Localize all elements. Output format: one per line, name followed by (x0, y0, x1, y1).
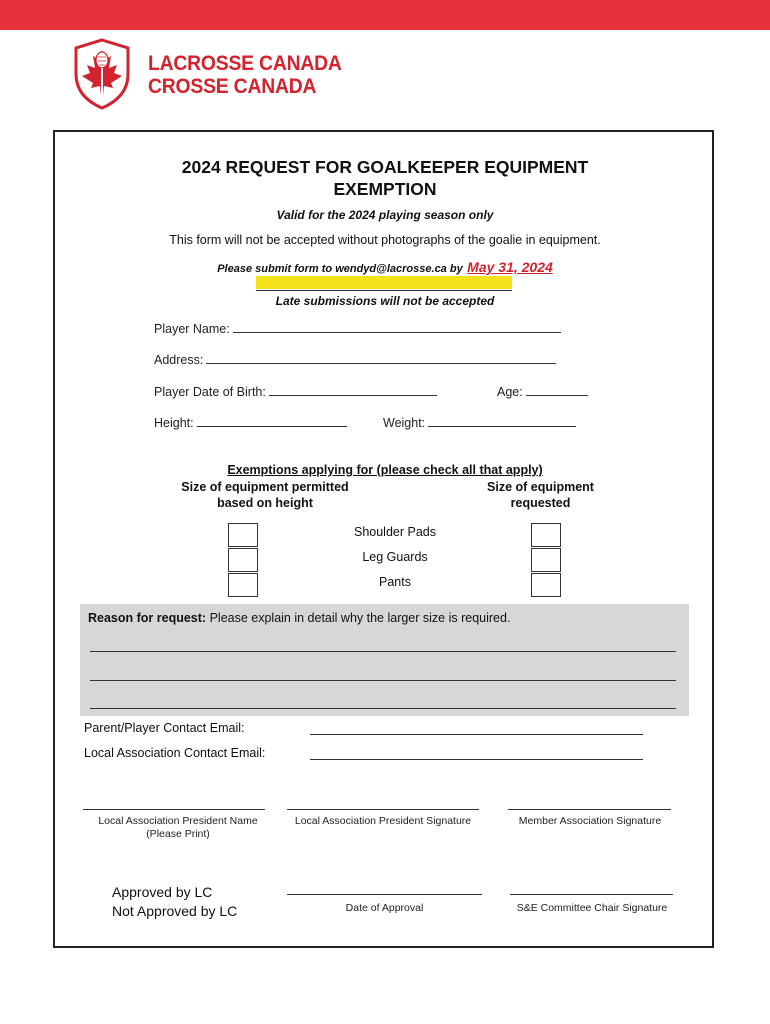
permitted-header-line-1: Size of equipment permitted (181, 480, 349, 494)
late-notice: Late submissions will not be accepted (275, 294, 495, 308)
age-line[interactable] (526, 384, 588, 396)
requested-header-line-2: requested (510, 496, 571, 510)
reason-line-2[interactable] (90, 680, 676, 681)
due-date-highlight (256, 276, 512, 289)
equipment-item-pants: Pants (379, 575, 411, 589)
weight-label: Weight: (383, 416, 426, 430)
permitted-checkbox-shoulder-pads[interactable] (228, 523, 258, 547)
permitted-size-header (150, 479, 380, 511)
player-name-label: Player Name: (154, 322, 230, 336)
weight-line[interactable] (428, 415, 576, 427)
equipment-item-shoulder-pads: Shoulder Pads (353, 525, 436, 539)
parent-email-label: Parent/Player Contact Email: (84, 721, 245, 735)
permitted-header-line-2: based on height (217, 496, 313, 510)
president-signature-line[interactable] (287, 809, 479, 810)
player-name-field[interactable] (154, 321, 561, 336)
president-name-caption (83, 815, 273, 841)
title-line-1: 2024 REQUEST FOR GOALKEEPER EQUIPMENT (181, 157, 589, 177)
form-title (0, 156, 770, 200)
submit-instructions (0, 259, 770, 277)
address-label: Address: (154, 353, 204, 367)
requested-header-line-1: Size of equipment (487, 480, 594, 494)
address-line[interactable] (206, 352, 556, 364)
reason-line-1[interactable] (90, 651, 676, 652)
brand-name (148, 52, 342, 98)
exemptions-heading: Exemptions applying for (please check all that apply) (227, 463, 543, 477)
height-field[interactable] (154, 415, 347, 430)
chair-signature-caption: S&E Committee Chair Signature (516, 902, 668, 914)
not-approved-option[interactable]: Not Approved by LC (112, 903, 238, 919)
requested-checkbox-leg-guards[interactable] (531, 548, 561, 572)
top-bar (0, 0, 770, 30)
height-line[interactable] (197, 415, 347, 427)
age-label: Age: (497, 385, 523, 399)
president-signature-caption: Local Association President Signature (294, 815, 472, 827)
association-email-label: Local Association Contact Email: (84, 746, 266, 760)
maple-leaf-lacrosse-stick-icon (70, 38, 134, 110)
permitted-checkbox-pants[interactable] (228, 573, 258, 597)
validity-note: Valid for the 2024 playing season only (276, 208, 494, 222)
approved-option[interactable]: Approved by LC (112, 884, 213, 900)
approval-date-line[interactable] (287, 894, 482, 895)
highlight-underline (256, 290, 512, 291)
dob-label: Player Date of Birth: (154, 385, 266, 399)
approval-status (112, 883, 237, 921)
player-name-line[interactable] (233, 321, 561, 333)
member-signature-line[interactable] (508, 809, 671, 810)
parent-email-line[interactable] (310, 734, 643, 735)
age-field[interactable] (497, 384, 588, 399)
reason-line-3[interactable] (90, 708, 676, 709)
member-signature-caption: Member Association Signature (518, 815, 662, 827)
reason-prompt (88, 611, 510, 625)
president-name-line[interactable] (83, 809, 265, 810)
dob-line[interactable] (269, 384, 437, 396)
brand-line-2: CROSSE CANADA (148, 75, 317, 98)
association-email-line[interactable] (310, 759, 643, 760)
requested-checkbox-shoulder-pads[interactable] (531, 523, 561, 547)
president-name-caption-1: Local Association President Name (98, 815, 258, 827)
weight-field[interactable] (383, 415, 576, 430)
equipment-item-leg-guards: Leg Guards (362, 550, 428, 564)
title-line-2: EXEMPTION (333, 179, 437, 199)
height-label: Height: (154, 416, 194, 430)
dob-field[interactable] (154, 384, 437, 399)
brand-line-1: LACROSSE CANADA (148, 52, 342, 75)
reason-text: Please explain in detail why the larger size is required. (209, 611, 511, 625)
address-field[interactable] (154, 352, 556, 367)
president-name-caption-2: (Please Print) (146, 828, 210, 840)
photo-notice: This form will not be accepted without photographs of the goalie in equipment. (169, 233, 601, 247)
approval-date-caption: Date of Approval (345, 902, 424, 914)
requested-checkbox-pants[interactable] (531, 573, 561, 597)
due-date: May 31, 2024 (467, 259, 553, 275)
submit-prefix: Please submit form to wendyd@lacrosse.ca by (217, 263, 463, 275)
permitted-checkbox-leg-guards[interactable] (228, 548, 258, 572)
reason-label: Reason for request: (88, 611, 207, 625)
requested-size-header (463, 479, 618, 511)
chair-signature-line[interactable] (510, 894, 673, 895)
